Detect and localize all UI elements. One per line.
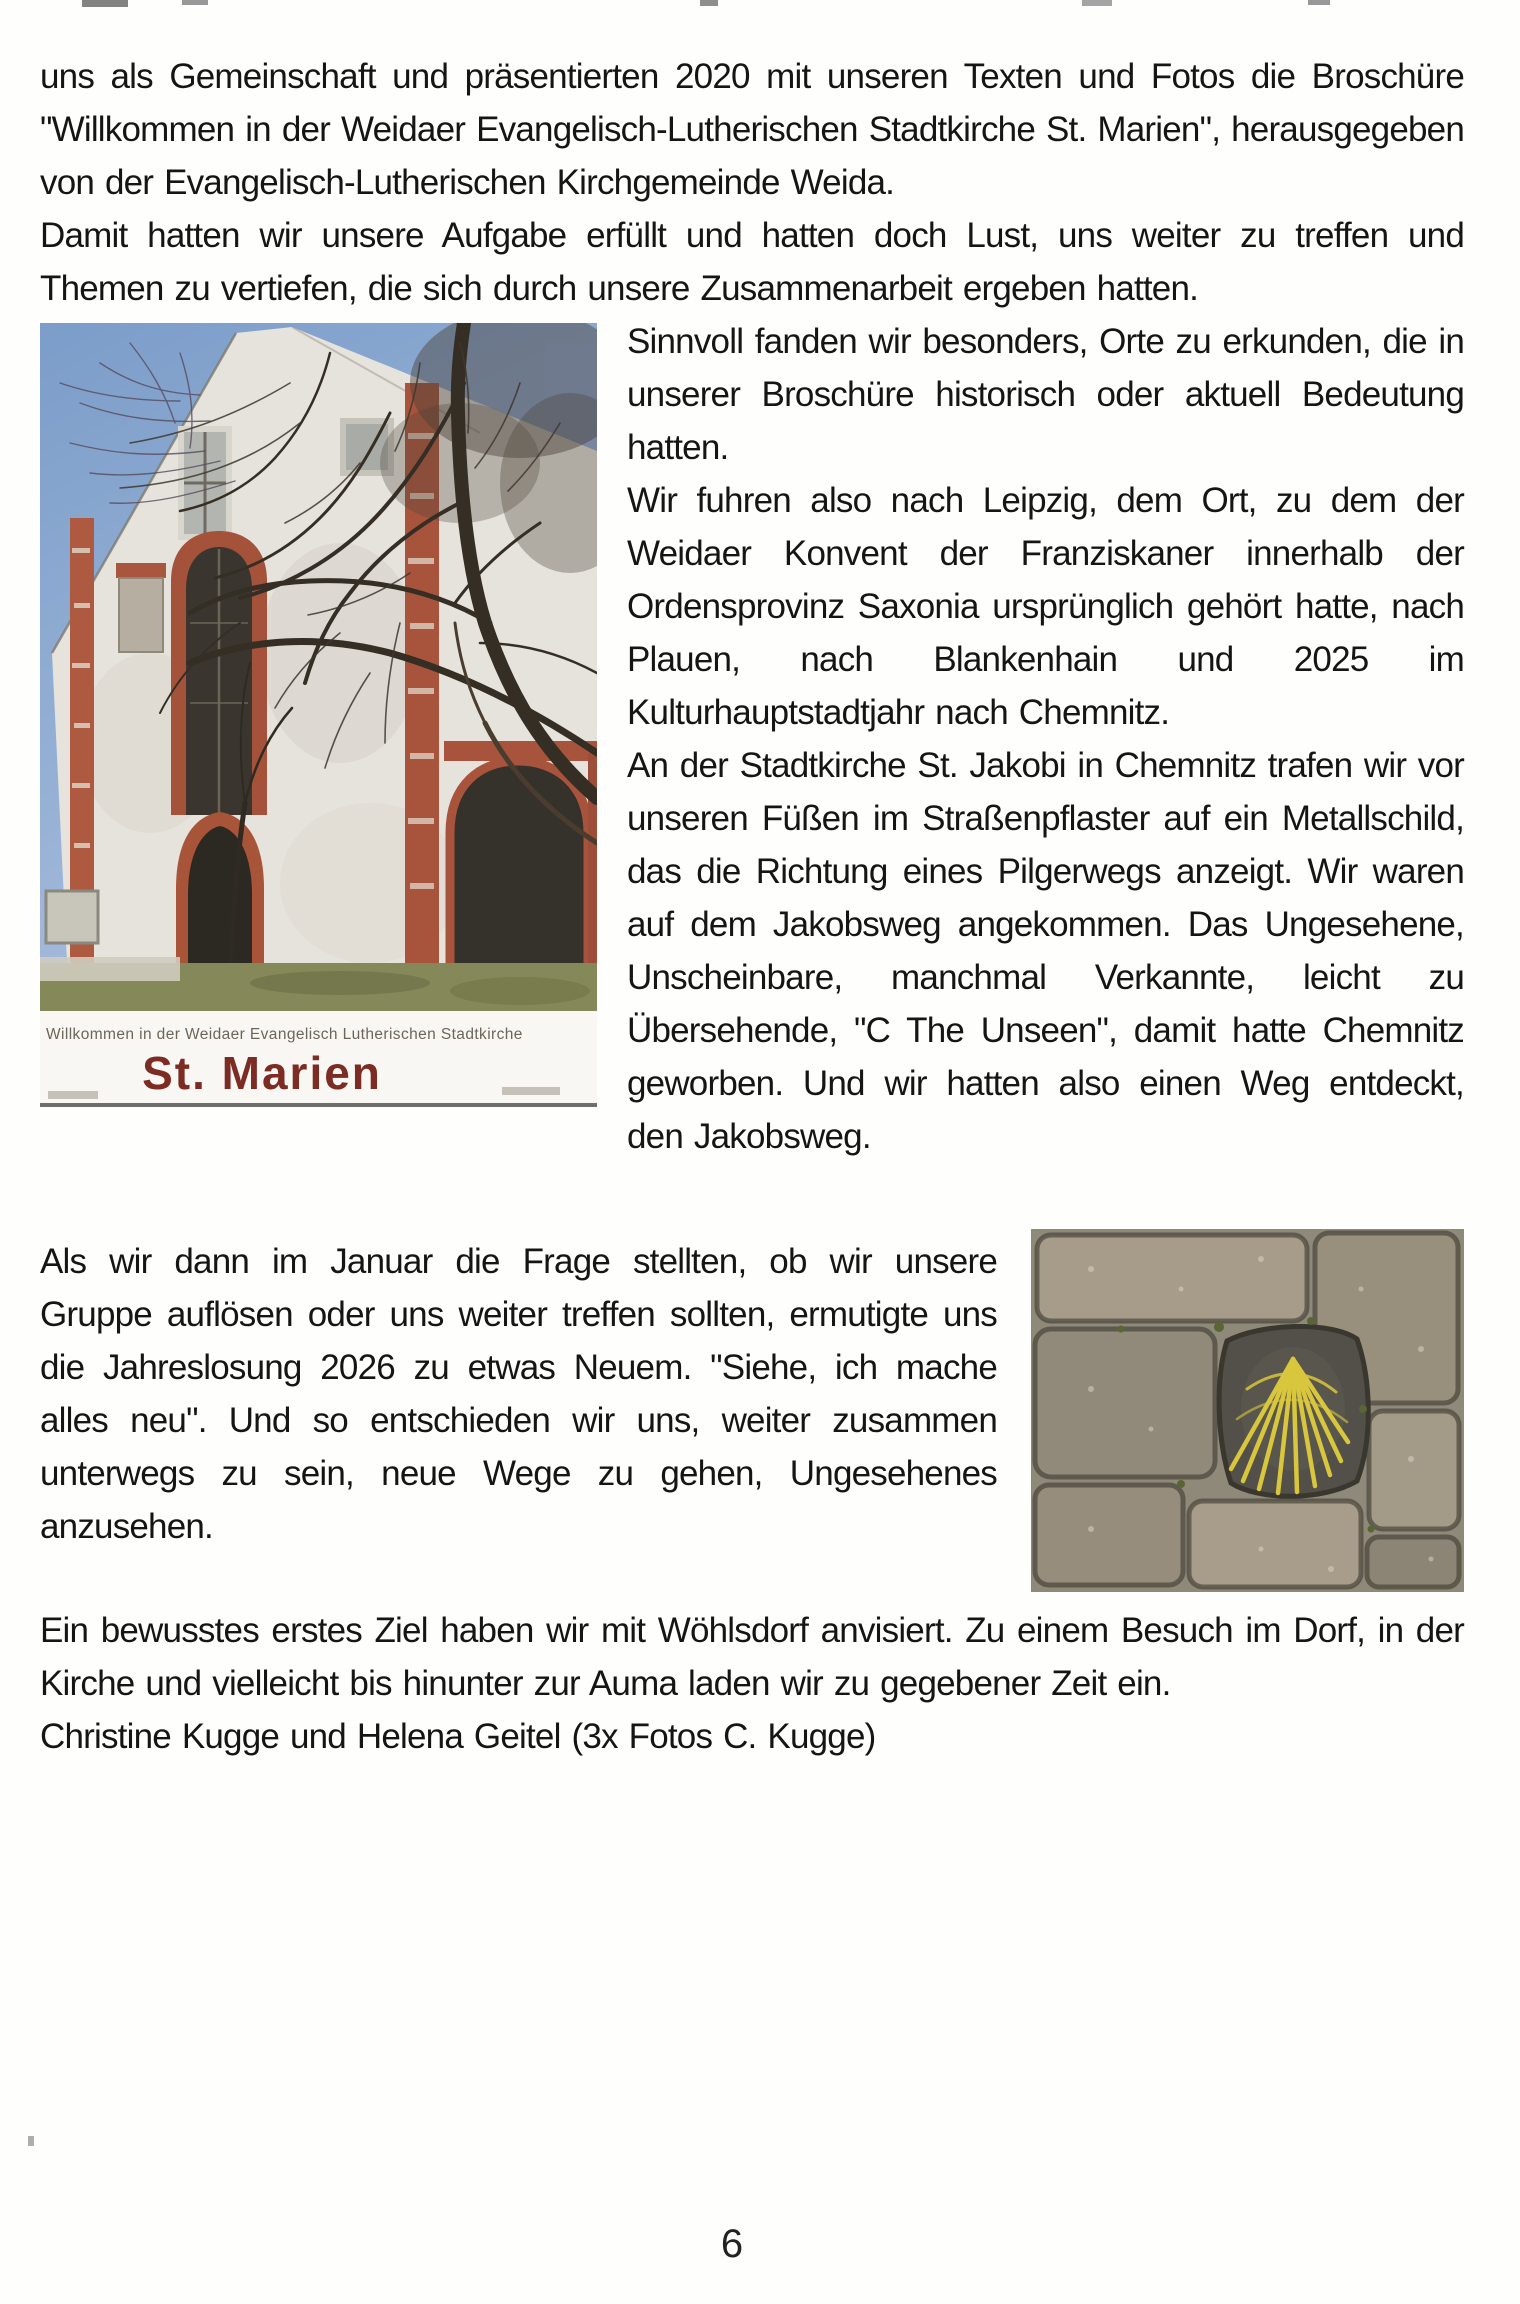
shell-marker-photo bbox=[1031, 1229, 1464, 1592]
article-body bbox=[40, 50, 1464, 1763]
byline: Christine Kugge und Helena Geitel (3x Fotos C. Kugge) bbox=[40, 1717, 876, 1756]
paragraph-intro: uns als Gemeinschaft und präsentierten 2020 mit unseren Texten und Fotos die Broschüre "Willkommen in der Weidaer Evangelisch-Lutherischen Stadtkirche St. Marien", herausgegeben von der Evangelisch-Lutherischen Kirchgemeinde Weida. bbox=[40, 57, 1464, 202]
caption-title: St. Marien bbox=[142, 1047, 382, 1099]
grass bbox=[40, 957, 597, 1011]
page-number: 6 bbox=[720, 2222, 744, 2266]
paragraph-januar: Als wir dann im Januar die Frage stellten, ob wir unsere Gruppe auflösen oder uns weiter treffen sollten, ermutigte uns die Jahreslosung 2026 zu etwas Neuem. "Siehe, ich mache alles neu". Und so entschieden wir uns, weiter zusammen unterwegs zu sein, neue Wege zu gehen, Ungesehenes anzusehen. bbox=[40, 1242, 997, 1546]
photo-caption-band bbox=[40, 1011, 597, 1103]
scan-artifact bbox=[28, 2136, 34, 2146]
shell-photo-graphic bbox=[1031, 1229, 1464, 1592]
scan-artifact bbox=[700, 0, 718, 6]
portal bbox=[176, 812, 264, 969]
paragraph-jakobsweg: An der Stadtkirche St. Jakobi in Chemnitz trafen wir vor unseren Füßen im Straßenpflaster auf ein Metallschild, das die Richtung eines Pilgerwegs anzeigt. Wir waren auf dem Jakobsweg angekommen. Das Ungesehene, Unscheinbare, manchmal Verkannte, leicht zu Übersehende, "C The Unseen", damit hatte Chemnitz geworben. Und wir hatten also einen Weg entdeckt, den Jakobsweg. bbox=[627, 746, 1464, 1156]
scan-artifact bbox=[182, 0, 208, 5]
paragraph-sinnvoll: Sinnvoll fanden wir besonders, Orte zu erkunden, die in unserer Broschüre historisch oder aktuell Bedeutung hatten. bbox=[627, 322, 1464, 467]
section-photo-right bbox=[40, 1235, 1464, 1604]
church-photo-graphic bbox=[40, 323, 597, 1108]
scan-artifact bbox=[1308, 0, 1330, 5]
scan-artifact bbox=[1082, 0, 1112, 6]
gable-window bbox=[178, 426, 232, 540]
side-window bbox=[116, 563, 166, 652]
scan-artifact bbox=[82, 0, 128, 7]
section-photo-left bbox=[40, 315, 1464, 1163]
paragraph-woehlsdorf: Ein bewusstes erstes Ziel haben wir mit Wöhlsdorf anvisiert. Zu einem Besuch im Dorf, in der Kirche und vielleicht bis hinunter zur Auma laden wir zu gegebener Zeit ein. bbox=[40, 1611, 1464, 1703]
caption-small: Willkommen in der Weidaer Evangelisch Lutherischen Stadtkirche bbox=[46, 1026, 523, 1043]
plaque bbox=[46, 891, 98, 943]
church-photo bbox=[40, 323, 597, 1108]
paragraph-leipzig: Wir fuhren also nach Leipzig, dem Ort, zu dem der Weidaer Konvent der Franziskaner innerhalb der Ordensprovinz Saxonia ursprünglich gehört hatte, nach Plauen, nach Blankenhain und 2025 im Kulturhauptstadtjahr nach Chemnitz. bbox=[627, 481, 1464, 732]
paragraph-aufgabe: Damit hatten wir unsere Aufgabe erfüllt und hatten doch Lust, uns weiter zu treffen und Themen zu vertiefen, die sich durch unsere Zusammenarbeit ergeben hatten. bbox=[40, 216, 1464, 308]
